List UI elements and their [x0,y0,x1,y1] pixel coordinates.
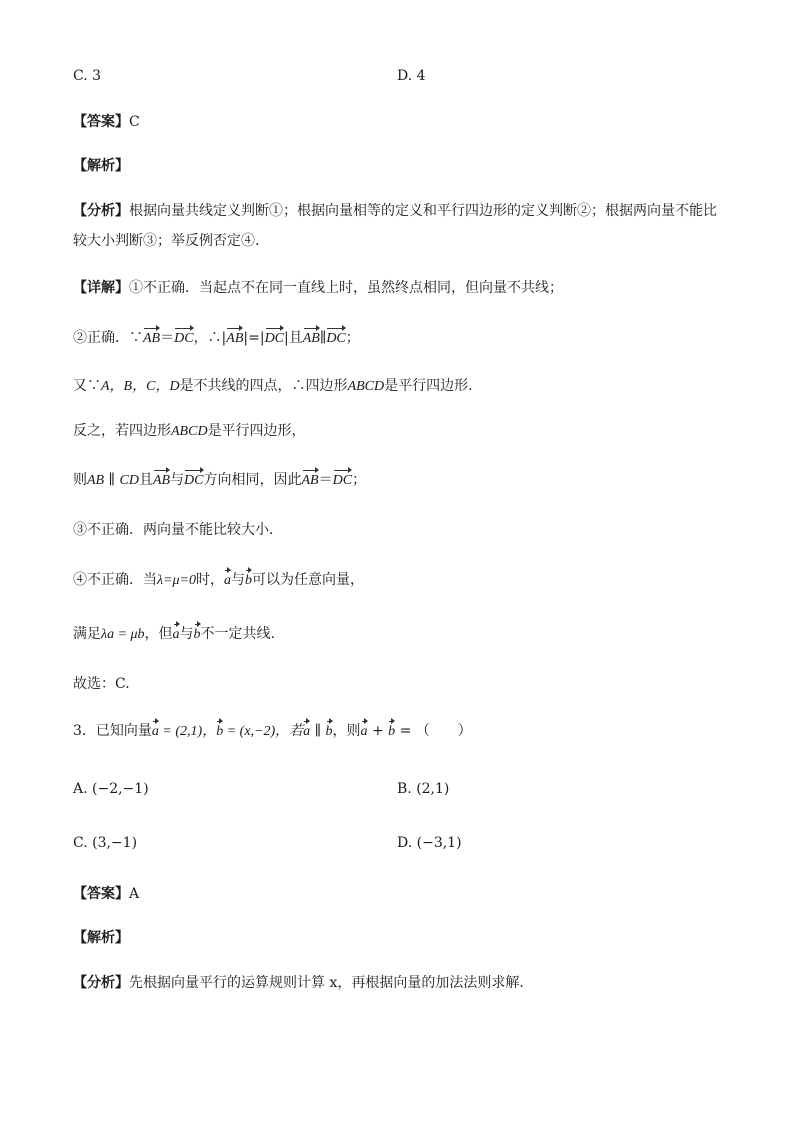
value: = (2,1)， [158,724,217,739]
q2-detail-line-1 [73,278,563,298]
text: ∥ [310,723,326,739]
q2-conclusion: 故选：C. [73,676,130,692]
q2-detail-line-6: ③不正确．两向量不能比较大小. [73,522,274,538]
vector-dc: DC [174,329,193,349]
fenxi-text: 先根据向量平行的运算规则计算 x，再根据向量的加法法则求解. [129,975,524,991]
fenxi-label: 【分析】 [73,975,129,991]
lambda-mu-zero: λ=μ=0 [157,573,196,588]
text: 不一定共线. [200,626,275,642]
vector-ab: AB [153,471,170,491]
text: 时， [196,572,224,588]
q2-detail-line-2 [73,328,360,349]
q3-option-b: B. (2,1) [397,781,450,797]
q2-detail-line-7 [73,570,364,591]
q3-option-a: A. (−2,−1) [73,781,149,797]
vector-b: b [388,722,395,742]
q3-option-c: C. (3,−1) [73,835,138,851]
question-number: 3． [73,723,96,739]
text: |且 [284,330,303,346]
vector-a: a [303,722,310,742]
text: |=| [243,330,265,346]
q3-stem [73,721,472,742]
q2-detail-line-3 [73,376,473,397]
text: 与 [170,472,185,488]
text: ； [345,330,360,346]
analysis-label: 【解析】 [73,930,129,946]
text: ，但 [144,626,173,642]
text: ，∴| [193,330,227,346]
vector-ab: AB [302,471,319,491]
q2-detail-line-8 [73,624,275,645]
text: 方向相同，因此 [203,472,302,488]
fenxi-label: 【分析】 [73,203,129,219]
quad: ABCD [347,379,385,394]
text: ∥ [319,330,327,346]
value: = (x,−2)，若 [223,724,304,739]
option-c-prev: C. 3 [73,68,102,84]
option-d-prev: D. 4 [397,68,426,84]
q3-analysis-label [73,928,129,948]
text: ＝ [318,472,333,488]
segment: CD [119,473,139,488]
vector-a: a [173,625,180,645]
text: = （ ） [395,723,472,739]
segment: AB [87,473,105,488]
vector-dc: DC [326,329,345,349]
vector-dc: DC [333,471,352,491]
answer-value: A [129,886,140,902]
text: 且 [138,472,153,488]
text: ④不正确．当 [73,572,157,588]
vector-b: b [326,722,333,742]
q2-analysis-label [73,156,129,176]
q2-detail-line-4 [73,421,306,442]
text: ②正确．∵ [73,330,143,346]
text: 则 [73,472,87,488]
text: 是平行四边形， [207,423,306,439]
vector-b: b [194,625,201,645]
fenxi-text-1: 根据向量共线定义判断①；根据向量相等的定义和平行四边形的定义判断②；根据两向量不能比 [129,203,717,219]
text: ，则 [332,723,361,739]
text: 又∵ [73,378,101,394]
text: ∥ [104,472,120,488]
answer-label: 【答案】 [73,886,129,902]
vector-a: a [224,571,231,591]
q2-fenxi-line-1 [73,201,717,221]
vector-a: a [152,722,159,742]
q3-option-d: D. (−3,1) [397,835,462,851]
text: + [367,723,389,739]
text: ； [352,472,367,488]
q2-fenxi-line-2: 较大小判断③；举反例否定④. [73,233,260,249]
q2-detail-line-5 [73,470,366,491]
text: 已知向量 [95,723,152,739]
detail-label: 【详解】 [73,280,129,296]
vector-ab: AB [143,329,160,349]
equation: λa = μb [101,627,145,642]
text: 反之，若四边形 [73,423,171,439]
text: 与 [231,572,245,588]
vector-b: b [245,571,252,591]
quad: ABCD [171,424,208,439]
text: 满足 [73,626,101,642]
text: ＝ [160,330,175,346]
analysis-label: 【解析】 [73,158,129,174]
answer-label: 【答案】 [73,114,129,130]
vector-ab: AB [303,329,320,349]
vector-dc: DC [265,329,284,349]
text: 可以为任意向量， [252,572,364,588]
q3-answer [73,884,139,904]
vector-ab: AB [226,329,243,349]
vector-dc: DC [184,471,203,491]
q2-answer [73,112,140,132]
text: 是不共线的四点，∴四边形 [179,378,348,394]
points: A，B，C，D [101,379,180,394]
answer-value: C [129,114,140,130]
text: 是平行四边形. [384,378,473,394]
text: 与 [179,626,194,642]
detail-text-1: ①不正确．当起点不在同一直线上时，虽然终点相同，但向量不共线； [129,280,563,296]
vector-a: a [361,722,368,742]
vector-b: b [216,722,223,742]
q3-fenxi [73,973,524,993]
